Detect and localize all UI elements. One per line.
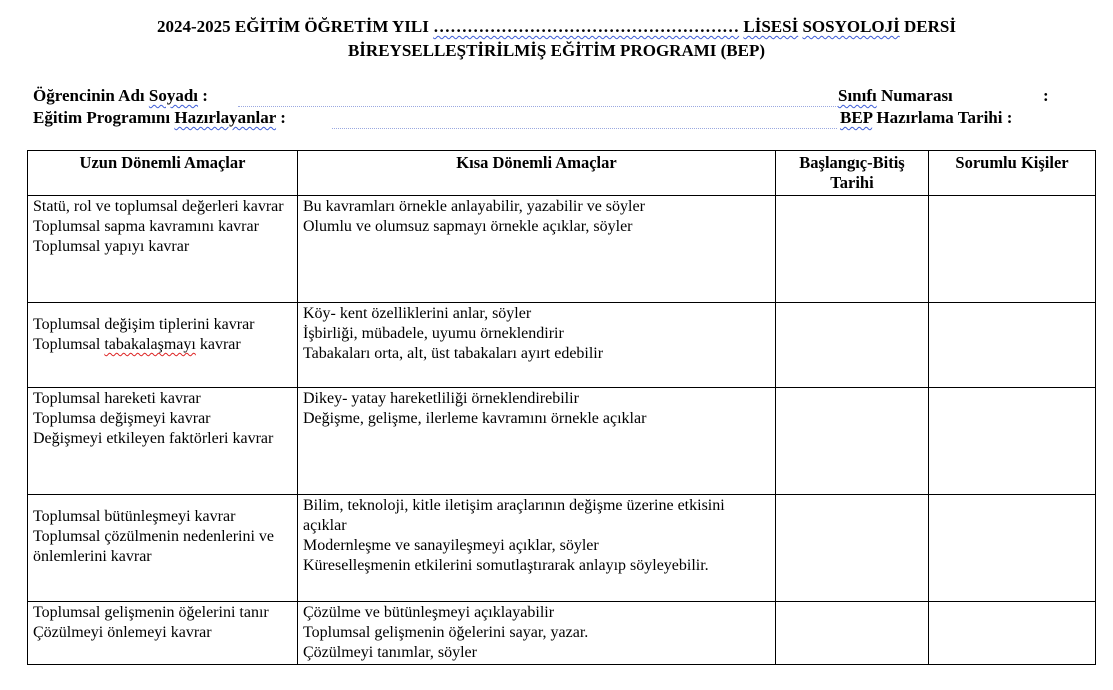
short-term-item: Toplumsal gelişmenin öğelerini sayar, yazar. <box>303 624 589 641</box>
class-number-colon: : <box>1043 86 1049 105</box>
long-term-item: Toplumsal gelişmenin öğelerini tanır <box>33 604 269 621</box>
dates-cell[interactable] <box>776 388 929 495</box>
short-term-item: Köy- kent özelliklerini anlar, söyler <box>303 305 532 322</box>
title-year-text: 2024-2025 EĞİTİM ÖĞRETİM YILI <box>157 17 434 36</box>
short-term-item: İşbirliği, mübadele, uyumu örneklendirir <box>303 325 564 342</box>
prepared-label-word: Hazırlayanlar <box>174 108 277 127</box>
long-term-item: Toplumsa değişmeyi kavrar <box>33 410 211 427</box>
long-term-text: kavrar <box>195 336 241 353</box>
header-dates: Başlangıç-Bitiş Tarihi <box>776 151 929 196</box>
number-label-word: Numarası <box>876 86 953 105</box>
prepared-label-part1: Eğitim Programını <box>33 108 175 127</box>
table-row <box>28 303 1096 388</box>
bep-table <box>27 150 1096 665</box>
table-row <box>28 495 1096 602</box>
long-term-text: Toplumsal <box>33 336 105 353</box>
responsible-cell[interactable] <box>929 303 1096 388</box>
title-suffix: DERSİ <box>904 17 956 36</box>
short-term-cell <box>298 495 776 602</box>
long-term-item: Toplumsal yapıyı kavrar <box>33 238 190 255</box>
long-term-item <box>33 335 292 355</box>
short-term-item: Küreselleşmenin etkilerini somutlaştırarak anlayıp söyleyebilir. <box>303 557 709 574</box>
long-term-cell <box>28 303 298 388</box>
document-title-line1 <box>0 17 1113 37</box>
short-term-item: Bu kavramları örnekle anlayabilir, yazabilir ve söyler <box>303 198 645 215</box>
responsible-cell[interactable] <box>929 196 1096 303</box>
header-short-term: Kısa Dönemli Amaçlar <box>298 151 776 196</box>
long-term-spellcheck-word: tabakalaşmayı <box>104 336 196 353</box>
short-term-cell <box>298 303 776 388</box>
responsible-cell[interactable] <box>929 602 1096 665</box>
long-term-item: Toplumsal sapma kavramını kavrar <box>33 218 259 235</box>
short-term-item: Bilim, teknoloji, kitle iletişim araçlarının değişme üzerine etkisini açıklar <box>303 497 725 534</box>
table-row <box>28 602 1096 665</box>
long-term-item: Çözülmeyi önlemeyi kavrar <box>33 624 212 641</box>
short-term-item: Dikey- yatay hareketliliği örneklendirebilir <box>303 390 579 407</box>
long-term-cell <box>28 495 298 602</box>
long-term-cell <box>28 388 298 495</box>
bep-word: BEP <box>840 108 873 127</box>
table-header-row <box>28 151 1096 196</box>
title-lesson-word: SOSYOLOJİ <box>802 17 900 36</box>
student-label-surname: Soyadı <box>148 86 199 105</box>
student-name-field[interactable] <box>238 86 838 107</box>
long-term-item: Değişmeyi etkileyen faktörleri kavrar <box>33 430 274 447</box>
prepared-by-field[interactable] <box>332 108 837 129</box>
table-row <box>28 388 1096 495</box>
long-term-item: Statü, rol ve toplumsal değerleri kavrar <box>33 198 284 215</box>
responsible-cell[interactable] <box>929 495 1096 602</box>
responsible-cell[interactable] <box>929 388 1096 495</box>
long-term-item: Toplumsal çözülmenin nedenlerini ve önlemlerini kavrar <box>33 528 275 565</box>
student-label-part1: Öğrencinin Adı <box>33 86 149 105</box>
title-school-word: LİSESİ <box>743 17 799 36</box>
long-term-item: Toplumsal bütünleşmeyi kavrar <box>33 508 236 525</box>
long-term-item: Toplumsal hareketi kavrar <box>33 390 201 407</box>
student-label-colon: : <box>198 86 208 105</box>
dates-cell[interactable] <box>776 495 929 602</box>
dates-cell[interactable] <box>776 303 929 388</box>
prepared-by-label <box>33 108 286 128</box>
bep-date-label <box>840 108 1012 128</box>
school-name-blank: ……………………………………………… <box>433 17 740 36</box>
dates-cell[interactable] <box>776 602 929 665</box>
prepared-label-colon: : <box>276 108 286 127</box>
dates-cell[interactable] <box>776 196 929 303</box>
short-term-item: Çözülmeyi tanımlar, söyler <box>303 644 477 661</box>
class-number-label <box>838 86 953 106</box>
document-title-line2: BİREYSELLEŞTİRİLMİŞ EĞİTİM PROGRAMI (BEP) <box>347 41 766 60</box>
short-term-cell <box>298 602 776 665</box>
short-term-item: Modernleşme ve sanayileşmeyi açıklar, söyler <box>303 537 599 554</box>
short-term-item: Tabakaları orta, alt, üst tabakaları ayırt edebilir <box>303 345 604 362</box>
student-name-label <box>33 86 208 106</box>
date-label-word: Hazırlama Tarihi : <box>872 108 1013 127</box>
header-long-term: Uzun Dönemli Amaçlar <box>28 151 298 196</box>
short-term-item: Değişme, gelişme, ilerleme kavramını örnekle açıklar <box>303 410 647 427</box>
table-row <box>28 196 1096 303</box>
short-term-item: Olumlu ve olumsuz sapmayı örnekle açıklar, söyler <box>303 218 633 235</box>
long-term-cell <box>28 196 298 303</box>
long-term-cell <box>28 602 298 665</box>
short-term-item: Çözülme ve bütünleşmeyi açıklayabilir <box>303 604 555 621</box>
short-term-cell <box>298 388 776 495</box>
long-term-item: Toplumsal değişim tiplerini kavrar <box>33 316 255 333</box>
class-label-word: Sınıfı <box>838 86 877 105</box>
header-responsible: Sorumlu Kişiler <box>929 151 1096 196</box>
short-term-cell <box>298 196 776 303</box>
